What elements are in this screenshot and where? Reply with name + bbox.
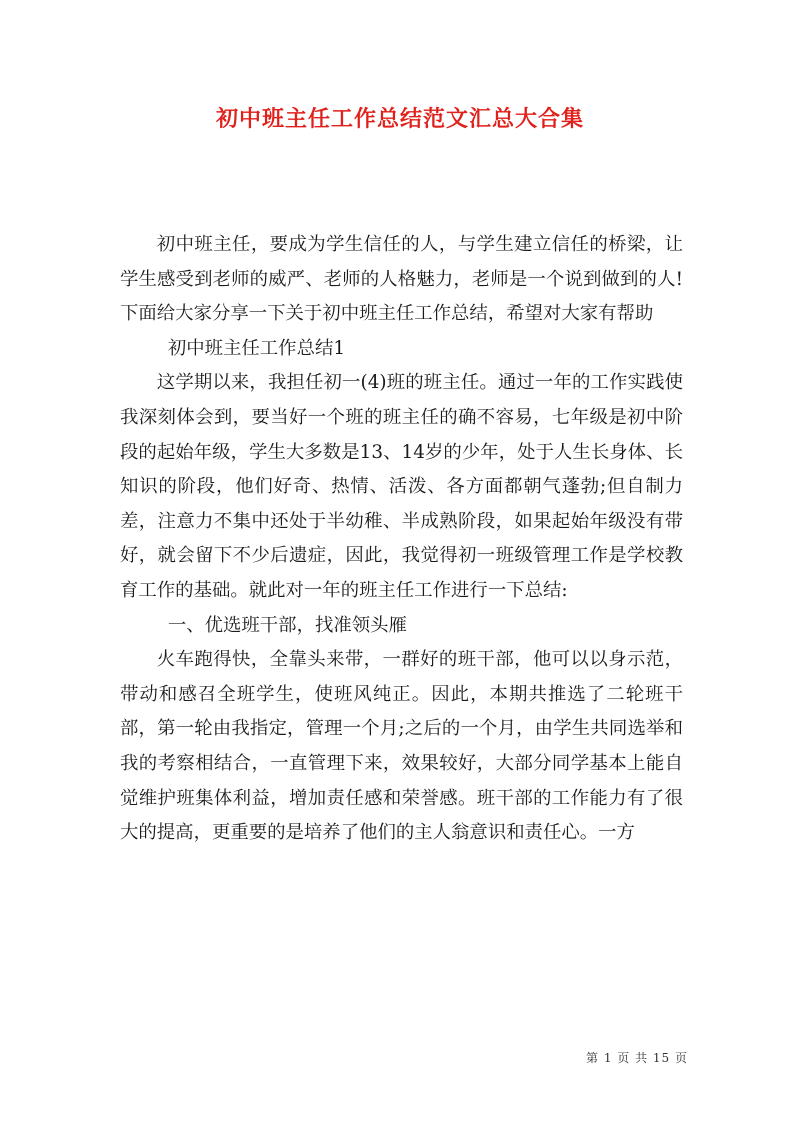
document-title: 初中班主任工作总结范文汇总大合集 (215, 106, 584, 132)
intro-paragraph: 初中班主任，要成为学生信任的人，与学生建立信任的桥梁，让学生感受到老师的威严、老师的人格魅力，老师是一个说到做到的人!下面给大家分享一下关于初中班主任工作总结，希望对大家有帮助 (120, 234, 683, 325)
document-body (120, 228, 683, 851)
subsection-heading: 一、优选班干部，找准领头雁 (167, 614, 407, 636)
page-number: 第 1 页 共 15 页 (586, 1051, 688, 1065)
body-paragraph: 这学期以来，我担任初一(4)班的班主任。通过一年的工作实践使我深刻体会到，要当好一个班的班主任的确不容易，七年级是初中阶段的起始年级，学生大多数是13、14岁的少年，处于人生长身体、长知识的阶段，他们好奇、热情、活泼、各方面都朝气蓬勃;但自制力差，注意力不集中还处于半幼稚、半成熟阶段，如果起始年级没有带好，就会留下不少后遗症，因此，我觉得初一班级管理工作是学校教育工作的基础。就此对一年的班主任工作进行一下总结: (120, 372, 683, 601)
body-paragraph: 火车跑得快，全靠头来带，一群好的班干部，他可以以身示范，带动和感召全班学生，使班风纯正。因此，本期共推选了二轮班干部，第一轮由我指定，管理一个月;之后的一个月，由学生共同选举和我的考察相结合，一直管理下来，效果较好，大部分同学基本上能自觉维护班集体利益，增加责任感和荣誉感。班干部的工作能力有了很大的提高，更重要的是培养了他们的主人翁意识和责任心。一方 (120, 649, 683, 844)
section-heading: 初中班主任工作总结1 (167, 337, 346, 359)
